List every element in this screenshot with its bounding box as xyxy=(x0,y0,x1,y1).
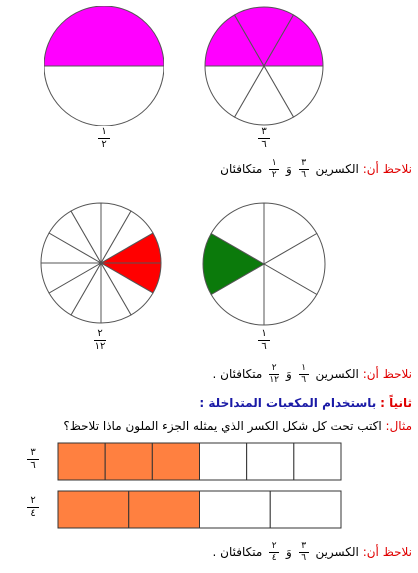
circle-three-sixths xyxy=(204,6,324,126)
note-and: وَ xyxy=(285,162,292,176)
bar-segment xyxy=(200,491,271,528)
note-and: وَ xyxy=(285,545,292,559)
note-label: نلاحظ أن: xyxy=(362,545,412,559)
bar-segment xyxy=(200,443,247,480)
note-line-2 xyxy=(213,364,412,385)
fraction-label-bar-1: ٣ ٦ xyxy=(23,448,43,471)
bar-segment xyxy=(58,443,105,480)
circle-one-half xyxy=(44,6,164,126)
bar-segment xyxy=(105,443,152,480)
note-line-1 xyxy=(220,159,412,180)
fraction-label-two-twelfths: ٢ ١٢ xyxy=(94,328,106,352)
bar-segment xyxy=(152,443,199,480)
note-prefix: الكسرين xyxy=(315,162,359,176)
fraction-label-three-sixths: ٣ ٦ xyxy=(254,127,274,150)
fraction-bar-sixths xyxy=(57,442,342,481)
example-text: اكتب تحت كل شكل الكسر الذي يمثله الجزء الملون ماذا تلاحظ؟ xyxy=(63,419,382,433)
note-prefix: الكسرين xyxy=(315,367,359,381)
note-fraction-2: ٢ ٤ xyxy=(269,542,279,563)
note-fraction-1: ١ ٦ xyxy=(299,364,309,385)
fraction-label-one-half: ١ ٢ xyxy=(94,127,114,150)
circle-two-twelfths xyxy=(40,202,162,324)
heading-text: باستخدام المكعبات المتداخلة : xyxy=(199,396,377,410)
bar-segment xyxy=(58,491,129,528)
fraction-bar-quarters xyxy=(57,490,342,529)
note-fraction-2: ٢ ١٢ xyxy=(269,363,279,385)
example-line xyxy=(63,418,412,434)
note-label: نلاحظ أن: xyxy=(362,162,412,176)
bar-segment xyxy=(294,443,341,480)
example-label: مثال: xyxy=(385,419,412,433)
bar-segment xyxy=(247,443,294,480)
section-heading xyxy=(199,395,412,411)
note-fraction-1: ٣ ٦ xyxy=(299,542,309,563)
note-fraction-2: ١ ٢ xyxy=(269,159,279,180)
note-label: نلاحظ أن: xyxy=(362,367,412,381)
circle-one-sixth xyxy=(202,202,326,326)
bar-segment xyxy=(270,491,341,528)
note-suffix: متكافئان xyxy=(220,162,263,176)
note-suffix: متكافئان . xyxy=(212,367,263,381)
note-prefix: الكسرين xyxy=(315,545,359,559)
note-suffix: متكافئان . xyxy=(212,545,263,559)
heading-label: ثانياً : xyxy=(380,396,412,410)
fraction-label-one-sixth: ١ ٦ xyxy=(254,329,274,352)
note-and: وَ xyxy=(285,367,292,381)
fraction-label-bar-2: ٢ ٤ xyxy=(23,496,43,519)
bar-segment xyxy=(129,491,200,528)
note-line-3 xyxy=(213,542,412,563)
note-fraction-1: ٣ ٦ xyxy=(299,159,309,180)
